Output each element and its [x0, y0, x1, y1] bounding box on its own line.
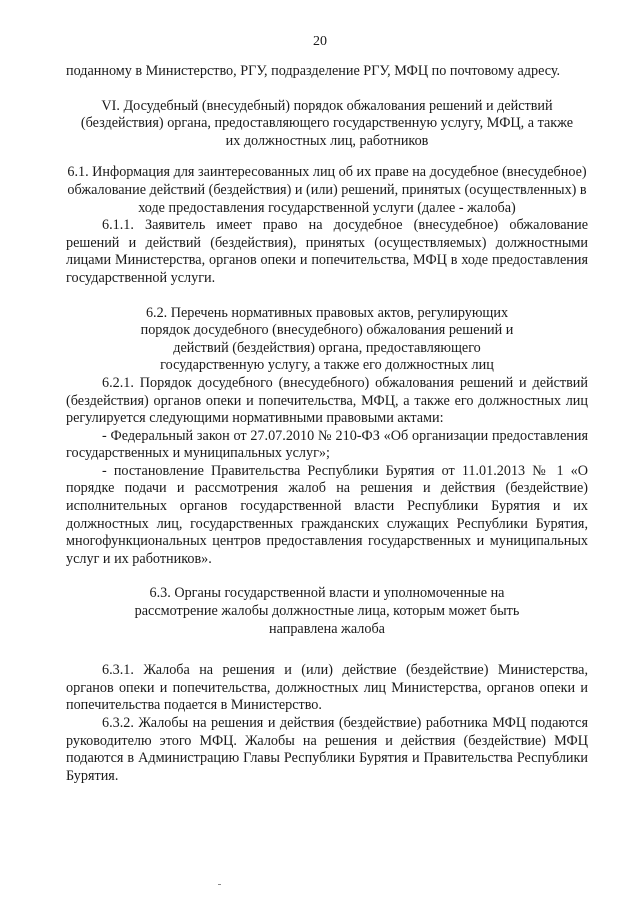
scan-mark [218, 884, 221, 885]
page-number: 20 [313, 34, 327, 49]
section-6-3-heading: 6.3. Органы государственной власти и уполномоченные на рассмотрение жалобы должностные лица, которым может быть направлена жалоба [134, 585, 520, 637]
section-6-2-heading: 6.2. Перечень нормативных правовых актов, регулирующих порядок досудебного (внесудебного) обжалования решений и действий (бездействия) органа, предоставляющего государственную услугу, а также его должностных лиц [140, 304, 514, 374]
paragraph-federal-law: - Федеральный закон от 27.07.2010 № 210-ФЗ «Об организации предоставления государственных и муниципальных услуг»; [66, 427, 588, 462]
intro-paragraph: поданному в Министерство, РГУ, подразделение РГУ, МФЦ по почтовому адресу. [66, 63, 561, 79]
paragraph-6-3-1: 6.3.1. Жалоба на решения и (или) действие (бездействие) Министерства, органов опеки и попечительства, должностных лиц Министерства, органов опеки и попечительства подается в Министерство. [66, 662, 588, 714]
section-6-title: VI. Досудебный (внесудебный) порядок обжалования решений и действий (бездействия) органа, предоставляющего государственную услугу, МФЦ, а также их должностных лиц, работников [80, 97, 574, 149]
paragraph-resolution: - постановление Правительства Республики Бурятия от 11.01.2013 № 1 «О порядке подачи и рассмотрения жалоб на решения и действия (бездействие) исполнительных органов государственной власти Республики Бурятия и их должностных лиц, государственных гражданских служащих Республики Бурятия, многофункциональных центров предоставления государственных и муниципальных услуг и их работников». [66, 462, 588, 567]
section-6-1-heading: 6.1. Информация для заинтересованных лиц об их праве на досудебное (внесудебное) обжалование действий (бездействия) и (или) решений, принятых (осуществленных) в ходе предоставления государственной услуги (далее - жалоба) [67, 164, 587, 216]
paragraph-6-1-1: 6.1.1. Заявитель имеет право на досудебное (внесудебное) обжалование решений и действий (бездействия), принятых (осуществляемых) должностными лицами Министерства, органов опеки и попечительства, МФЦ в ходе предоставления государственной услуги. [66, 217, 588, 286]
paragraph-6-3-2: 6.3.2. Жалобы на решения и действия (бездействие) работника МФЦ подаются руководителю этого МФЦ. Жалобы на решения и действия (бездействие) МФЦ подаются в Администрацию Главы Республики Бурятия и Правительства Республики Бурятия. [66, 715, 588, 784]
paragraph-6-2-1: 6.2.1. Порядок досудебного (внесудебного) обжалования решений и действий (бездействия) органов опеки и попечительства, МФЦ, а также его должностных лиц регулируется следующими нормативными правовыми актами: [66, 374, 588, 427]
page-content [66, 63, 588, 785]
